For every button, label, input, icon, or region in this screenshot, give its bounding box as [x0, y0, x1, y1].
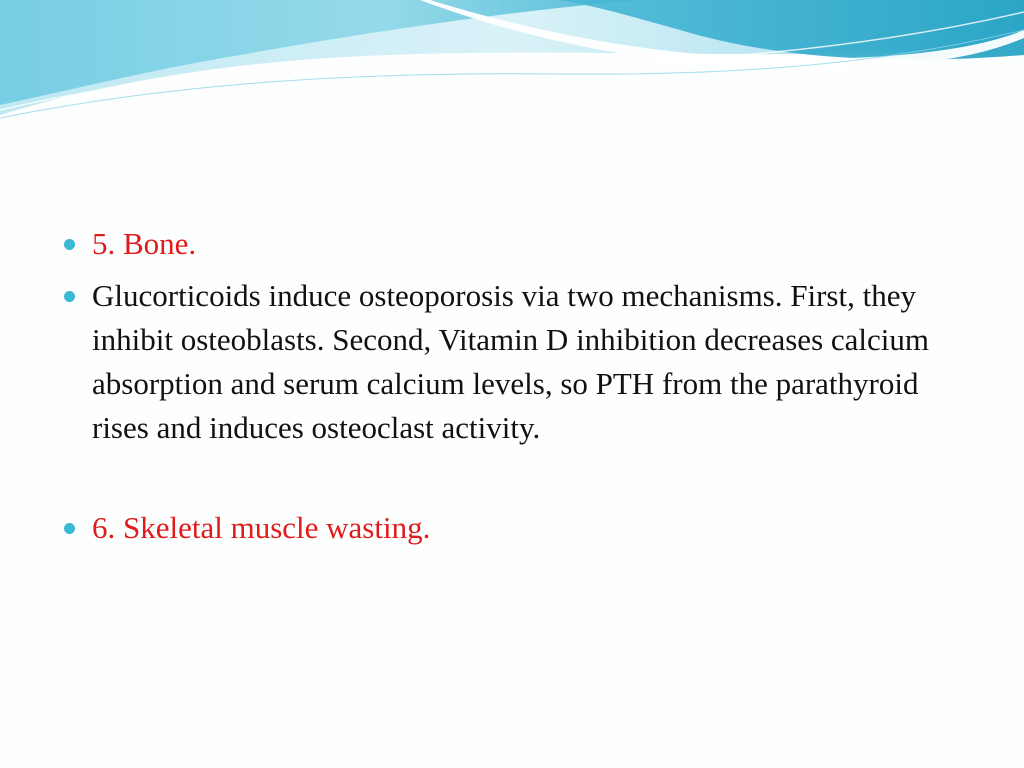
- bullet-dot-icon: [64, 523, 75, 534]
- bullet-dot-icon: [64, 291, 75, 302]
- bullet-dot-icon: [64, 239, 75, 250]
- section-heading-bone: 5. Bone.: [92, 226, 197, 261]
- section-heading-muscle: 6. Skeletal muscle wasting.: [92, 510, 431, 545]
- list-item: [62, 222, 962, 266]
- body-text-glucocorticoids: Glucorticoids induce osteoporosis via two mechanisms. First, they inhibit osteoblasts. Second, Vitamin D inhibition decreases calcium absorption and serum calcium levels, so PTH from the parathyroid rises and induces osteoclast activity.: [92, 278, 929, 445]
- slide-content: [62, 222, 962, 550]
- list-item: [62, 274, 962, 450]
- header-wave-decoration: [0, 0, 1024, 130]
- list-item: [62, 506, 962, 550]
